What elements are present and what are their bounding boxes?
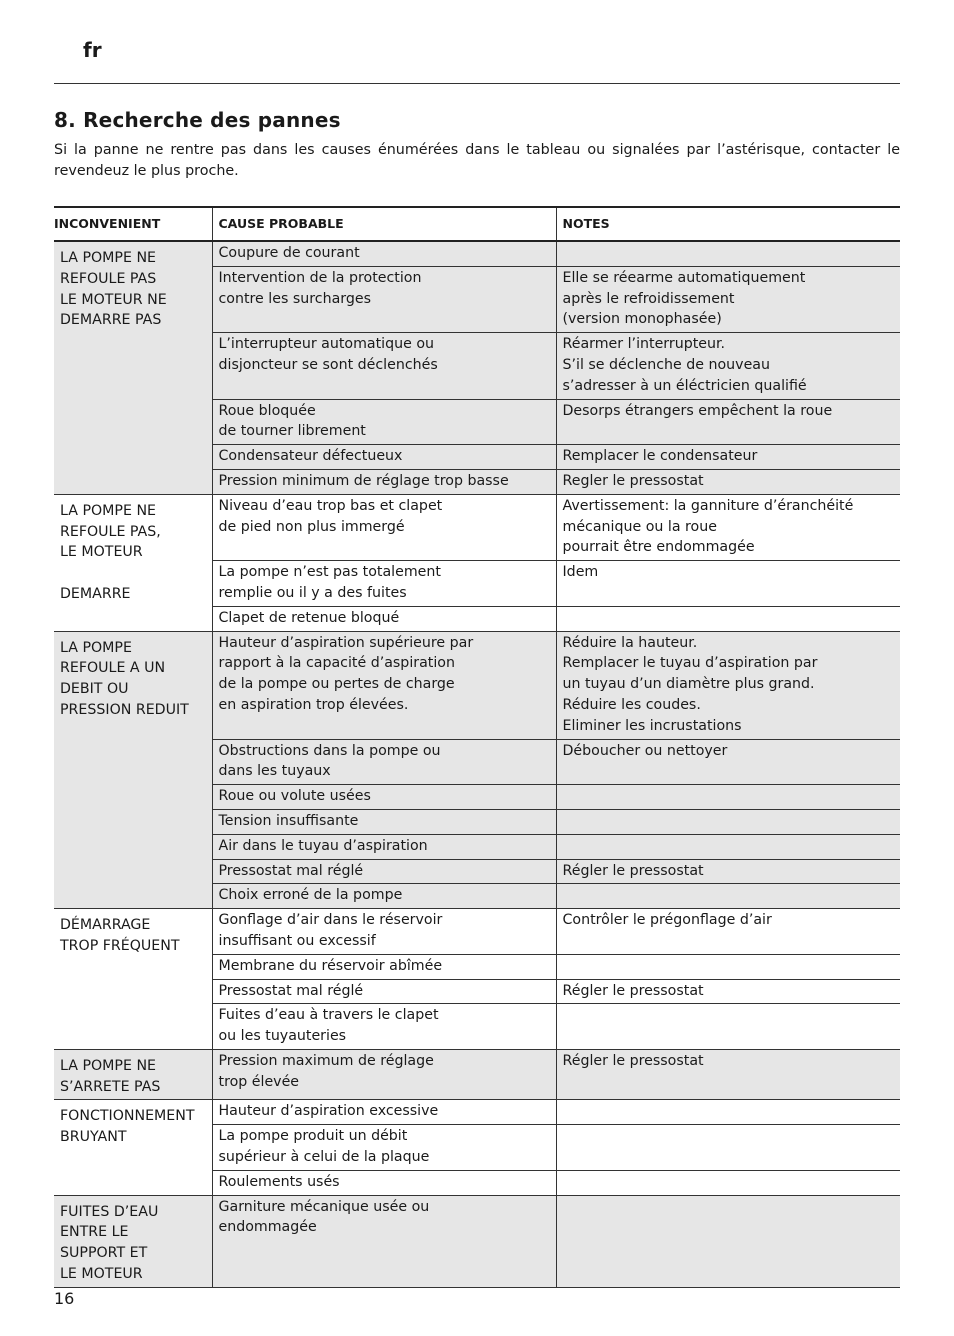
cause-cell: Niveau d’eau trop bas et clapet de pied non plus immergé	[212, 494, 556, 560]
note-cell	[556, 1100, 900, 1125]
symptom-cell: LA POMPE NE S’ARRETE PAS	[54, 1049, 212, 1100]
header-divider	[54, 83, 900, 84]
table-body	[54, 241, 900, 1287]
cause-cell: Clapet de retenue bloqué	[212, 606, 556, 631]
note-cell: Régler le pressostat	[556, 859, 900, 884]
cause-cell: Obstructions dans la pompe ou dans les tuyaux	[212, 739, 556, 785]
section-title: 8. Recherche des pannes	[54, 108, 341, 132]
cause-cell: Hauteur d’aspiration supérieure par rapport à la capacité d’aspiration de la pompe ou pertes de charge en aspiration trop élevées.	[212, 631, 556, 739]
cause-cell: Tension insuffisante	[212, 809, 556, 834]
cause-cell: Gonflage d’air dans le réservoir insuffisant ou excessif	[212, 909, 556, 955]
cause-cell: Choix erroné de la pompe	[212, 884, 556, 909]
cause-cell: Membrane du réservoir abîmée	[212, 954, 556, 979]
cause-cell: Roulements usés	[212, 1170, 556, 1195]
note-cell: Regler le pressostat	[556, 469, 900, 494]
note-cell: Idem	[556, 561, 900, 607]
note-cell: Desorps étrangers empêchent la roue	[556, 399, 900, 445]
note-cell: Réduire la hauteur. Remplacer le tuyau d’aspiration par un tuyau d’un diamètre plus grand. Réduire les coudes. Eliminer les incrustations	[556, 631, 900, 739]
symptom-cell: LA POMPE NE REFOULE PAS, LE MOTEUR DEMARRE	[54, 494, 212, 631]
note-cell: Déboucher ou nettoyer	[556, 739, 900, 785]
table-header-row	[54, 207, 900, 241]
note-cell	[556, 834, 900, 859]
note-cell	[556, 241, 900, 266]
table-row	[54, 631, 900, 739]
cause-cell: Fuites d’eau à travers le clapet ou les tuyauteries	[212, 1004, 556, 1050]
note-cell	[556, 1170, 900, 1195]
note-cell	[556, 1125, 900, 1171]
note-cell: Régler le pressostat	[556, 1049, 900, 1100]
cause-cell: Condensateur défectueux	[212, 445, 556, 470]
cause-cell: Air dans le tuyau d’aspiration	[212, 834, 556, 859]
note-cell	[556, 1004, 900, 1050]
cause-cell: Roue bloquée de tourner librement	[212, 399, 556, 445]
cause-cell: Pressostat mal réglé	[212, 859, 556, 884]
table-row	[54, 1049, 900, 1100]
cause-cell: Pression maximum de réglage trop élevée	[212, 1049, 556, 1100]
table-row	[54, 494, 900, 560]
language-code: fr	[83, 38, 102, 62]
note-cell: Contrôler le prégonflage d’air	[556, 909, 900, 955]
header-notes: NOTES	[556, 207, 900, 241]
note-cell: Réarmer l’interrupteur. S’il se déclenche de nouveau s’adresser à un éléctricien qualifié	[556, 333, 900, 399]
cause-cell: L’interrupteur automatique ou disjoncteur se sont déclenchés	[212, 333, 556, 399]
cause-cell: La pompe produit un débit supérieur à celui de la plaque	[212, 1125, 556, 1171]
table-row	[54, 1100, 900, 1125]
note-cell: Remplacer le condensateur	[556, 445, 900, 470]
cause-cell: Garniture mécanique usée ou endommagée	[212, 1195, 556, 1287]
note-cell: Avertissement: la ganniture d’éranchéité mécanique ou la roue pourrait être endommagée	[556, 494, 900, 560]
symptom-cell: DÉMARRAGE TROP FRÉQUENT	[54, 909, 212, 1050]
page-number: 16	[54, 1289, 75, 1308]
table-row	[54, 909, 900, 955]
cause-cell: Hauteur d’aspiration excessive	[212, 1100, 556, 1125]
cause-cell: Coupure de courant	[212, 241, 556, 266]
cause-cell: Pressostat mal réglé	[212, 979, 556, 1004]
table-row	[54, 1195, 900, 1287]
troubleshooting-table	[54, 206, 900, 1288]
cause-cell: Roue ou volute usées	[212, 785, 556, 810]
header-cause: CAUSE PROBABLE	[212, 207, 556, 241]
symptom-cell: LA POMPE NE REFOULE PAS LE MOTEUR NE DEMARRE PAS	[54, 241, 212, 494]
note-cell: Elle se réearme automatiquement après le refroidissement (version monophasée)	[556, 266, 900, 332]
note-cell	[556, 809, 900, 834]
symptom-cell: LA POMPE REFOULE A UN DEBIT OU PRESSION REDUIT	[54, 631, 212, 909]
header-inconvenient: INCONVENIENT	[54, 207, 212, 241]
note-cell	[556, 954, 900, 979]
note-cell: Régler le pressostat	[556, 979, 900, 1004]
note-cell	[556, 884, 900, 909]
note-cell	[556, 606, 900, 631]
section-intro: Si la panne ne rentre pas dans les causes énumérées dans le tableau ou signalées par l’astérisque, contacter le revendeuz le plus proche.	[54, 142, 900, 179]
cause-cell: Intervention de la protection contre les surcharges	[212, 266, 556, 332]
symptom-cell: FONCTIONNEMENT BRUYANT	[54, 1100, 212, 1195]
cause-cell: La pompe n’est pas totalement remplie ou il y a des fuites	[212, 561, 556, 607]
note-cell	[556, 785, 900, 810]
table-row	[54, 241, 900, 266]
note-cell	[556, 1195, 900, 1287]
symptom-cell: FUITES D’EAU ENTRE LE SUPPORT ET LE MOTEUR	[54, 1195, 212, 1287]
cause-cell: Pression minimum de réglage trop basse	[212, 469, 556, 494]
